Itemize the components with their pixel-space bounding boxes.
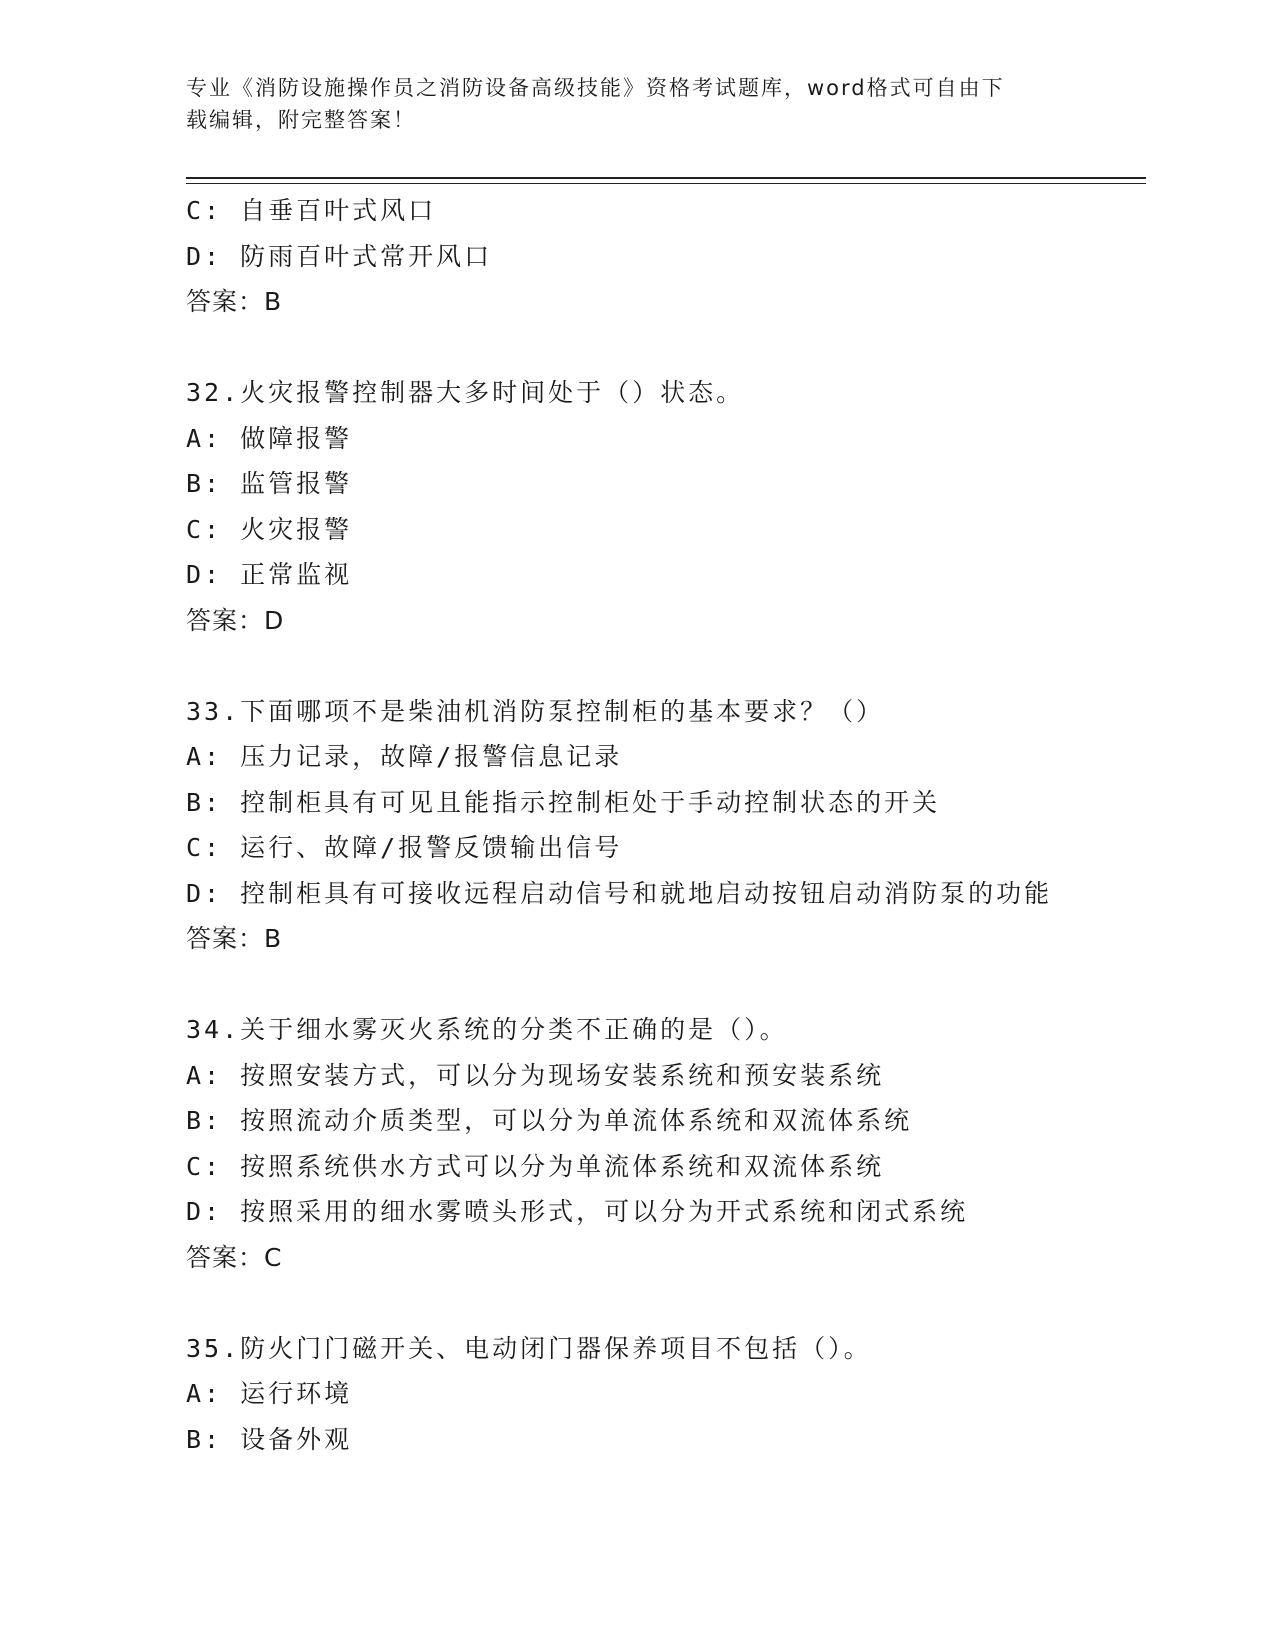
header-rule-thick [186,177,1146,179]
spacer [186,325,1186,371]
option-a: A: 做障报警 [186,423,353,453]
answer-line: 答案：B [186,287,283,316]
question-35 [186,1326,1186,1463]
option-c: C: 自垂百叶式风口 [186,196,437,225]
option-d: D: 防雨百叶式常开风口 [186,241,493,271]
question-31-continued [186,188,1186,325]
question-stem: 35.防火门门磁开关、电动闭门器保养项目不包括（）。 [186,1333,872,1363]
question-stem: 33.下面哪项不是柴油机消防泵控制柜的基本要求？（） [186,696,885,726]
option-b: B: 按照流动介质类型，可以分为单流体系统和双流体系统 [186,1106,913,1135]
option-a: A: 压力记录，故障/报警信息记录 [186,742,623,771]
header-line-2: 载编辑，附完整答案！ [186,108,416,132]
document-header [186,72,1086,136]
spacer [186,1280,1186,1326]
question-34 [186,1007,1186,1280]
option-d: D: 按照采用的细水雾喷头形式，可以分为开式系统和闭式系统 [186,1197,969,1226]
option-b: B: 控制柜具有可见且能指示控制柜处于手动控制状态的开关 [186,787,941,817]
spacer [186,962,1186,1008]
option-a: A: 按照安装方式，可以分为现场安装系统和预安装系统 [186,1060,885,1090]
option-d: D: 正常监视 [186,560,353,589]
question-list [186,188,1186,1462]
header-line-1: 专业《消防设施操作员之消防设备高级技能》资格考试题库，word格式可自由下 [186,76,1005,100]
question-stem: 34.关于细水雾灭火系统的分类不正确的是（）。 [186,1015,788,1044]
option-a: A: 运行环境 [186,1379,353,1408]
answer-line: 答案：D [186,605,285,635]
option-c: C: 按照系统供水方式可以分为单流体系统和双流体系统 [186,1151,885,1181]
question-32 [186,370,1186,643]
option-c: C: 运行、故障/报警反馈输出信号 [186,833,623,862]
question-33 [186,689,1186,962]
option-b: B: 设备外观 [186,1424,353,1454]
option-d: D: 控制柜具有可接收远程启动信号和就地启动按钮启动消防泵的功能 [186,878,1053,908]
spacer [186,643,1186,689]
answer-line: 答案：C [186,1242,283,1272]
option-c: C: 火灾报警 [186,514,353,544]
option-b: B: 监管报警 [186,469,353,498]
answer-line: 答案：B [186,924,283,953]
header-rule-thin [186,183,1146,184]
question-stem: 32.火灾报警控制器大多时间处于（）状态。 [186,378,745,407]
